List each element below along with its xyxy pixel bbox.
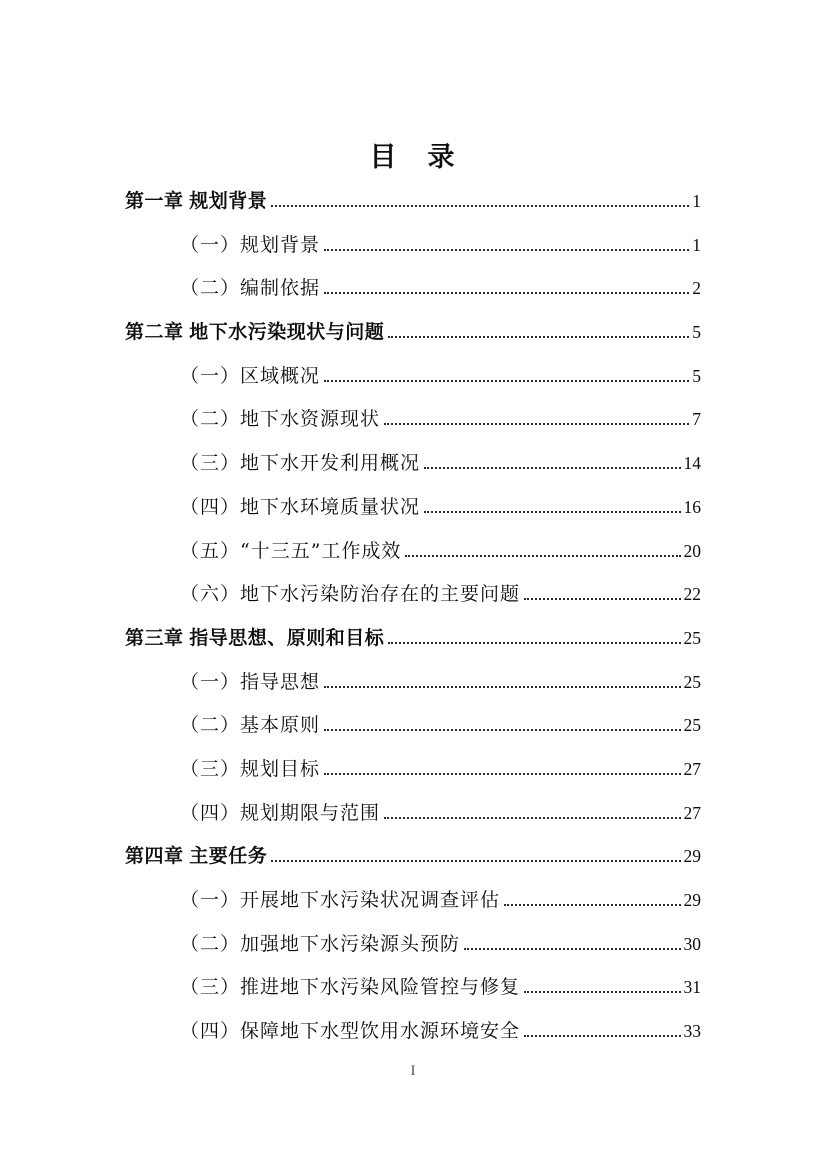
toc-entry-page: 27: [683, 802, 701, 823]
toc-entry-page: 25: [683, 671, 701, 692]
toc-entry-label: （四）规划期限与范围: [180, 801, 381, 824]
toc-entry-label: （四）地下水环境质量状况: [180, 495, 421, 518]
toc-leader-dots: [504, 904, 680, 906]
toc-entry-page: 1: [692, 191, 701, 211]
toc-leader-dots: [424, 467, 680, 469]
toc-entry-label: （三）规划目标: [180, 757, 321, 780]
toc-entry-page: 25: [683, 627, 701, 648]
toc-leader-dots: [524, 598, 680, 600]
toc-entry[interactable]: [125, 835, 701, 879]
toc-entry-page: 7: [692, 409, 701, 430]
toc-entry[interactable]: [125, 267, 701, 311]
toc-entry-label: （三）地下水开发利用概况: [180, 452, 421, 475]
toc-entry-page: 20: [683, 540, 701, 561]
toc-leader-dots: [524, 1035, 680, 1037]
toc-entry-label: 第三章 指导思想、原则和目标: [125, 627, 385, 649]
toc-entry-page: 16: [683, 496, 701, 517]
table-of-contents: [125, 180, 701, 1054]
toc-entry[interactable]: [125, 748, 701, 792]
toc-entry-label: （一）开展地下水污染状况调查评估: [180, 889, 501, 911]
toc-leader-dots: [271, 205, 689, 207]
page-title: 目 录: [369, 142, 457, 172]
toc-entry[interactable]: [125, 661, 701, 705]
toc-entry[interactable]: [125, 355, 701, 399]
toc-leader-dots: [424, 511, 680, 513]
toc-leader-dots: [405, 555, 680, 557]
toc-entry-page: 22: [683, 584, 701, 605]
toc-entry-label: 第四章 主要任务: [125, 846, 268, 868]
toc-entry-label: （一）指导思想: [180, 670, 321, 693]
toc-entry[interactable]: [125, 792, 701, 836]
toc-leader-dots: [464, 948, 680, 950]
toc-leader-dots: [384, 423, 689, 425]
toc-leader-dots: [324, 249, 689, 251]
toc-entry-page: 30: [683, 933, 701, 954]
toc-entry[interactable]: [125, 442, 701, 486]
toc-entry[interactable]: [125, 530, 701, 574]
toc-leader-dots: [324, 729, 680, 731]
toc-entry-page: 5: [692, 322, 701, 343]
toc-entry-page: 27: [683, 758, 701, 779]
toc-leader-dots: [271, 860, 680, 862]
toc-leader-dots: [384, 817, 680, 819]
toc-leader-dots: [324, 686, 680, 688]
toc-entry[interactable]: [125, 398, 701, 442]
toc-entry[interactable]: [125, 311, 701, 355]
toc-entry-page: 1: [692, 234, 701, 255]
toc-entry-label: （三）推进地下水污染风险管控与修复: [180, 976, 521, 999]
toc-entry[interactable]: [125, 923, 701, 967]
toc-entry-label: （一）区域概况: [180, 364, 321, 387]
toc-entry-page: 25: [683, 715, 701, 736]
footer-page-number: I: [410, 1063, 416, 1079]
toc-entry-label: （四）保障地下水型饮用水源环境安全: [180, 1020, 521, 1043]
toc-entry-page: 33: [683, 1021, 701, 1042]
toc-leader-dots: [388, 336, 689, 338]
toc-entry-page: 14: [683, 453, 701, 474]
toc-leader-dots: [324, 292, 689, 294]
toc-leader-dots: [324, 773, 680, 775]
toc-entry-label: 第二章 地下水污染现状与问题: [125, 322, 385, 344]
toc-leader-dots: [324, 380, 689, 382]
toc-entry-label: （五）“十三五”工作成效: [180, 539, 402, 562]
toc-entry-page: 29: [683, 846, 701, 867]
toc-entry-label: （一）规划背景: [180, 233, 321, 256]
toc-entry-page: 29: [683, 890, 701, 910]
toc-leader-dots: [524, 991, 680, 993]
toc-entry-label: 第一章 规划背景: [125, 191, 268, 212]
toc-entry[interactable]: [125, 879, 701, 923]
toc-entry[interactable]: [125, 573, 701, 617]
toc-entry-label: （二）编制依据: [180, 277, 321, 300]
toc-entry-page: 31: [683, 977, 701, 998]
toc-entry[interactable]: [125, 486, 701, 530]
toc-leader-dots: [388, 642, 680, 644]
toc-entry[interactable]: [125, 1010, 701, 1054]
toc-entry-label: （二）地下水资源现状: [180, 408, 381, 431]
toc-entry[interactable]: [125, 617, 701, 661]
toc-entry-label: （六）地下水污染防治存在的主要问题: [180, 583, 521, 606]
toc-entry-page: 5: [692, 365, 701, 386]
toc-entry-page: 2: [692, 278, 701, 299]
toc-entry[interactable]: [125, 180, 701, 224]
toc-entry[interactable]: [125, 966, 701, 1010]
toc-entry-label: （二）加强地下水污染源头预防: [180, 932, 461, 955]
toc-entry[interactable]: [125, 224, 701, 268]
toc-entry[interactable]: [125, 704, 701, 748]
toc-entry-label: （二）基本原则: [180, 714, 321, 737]
